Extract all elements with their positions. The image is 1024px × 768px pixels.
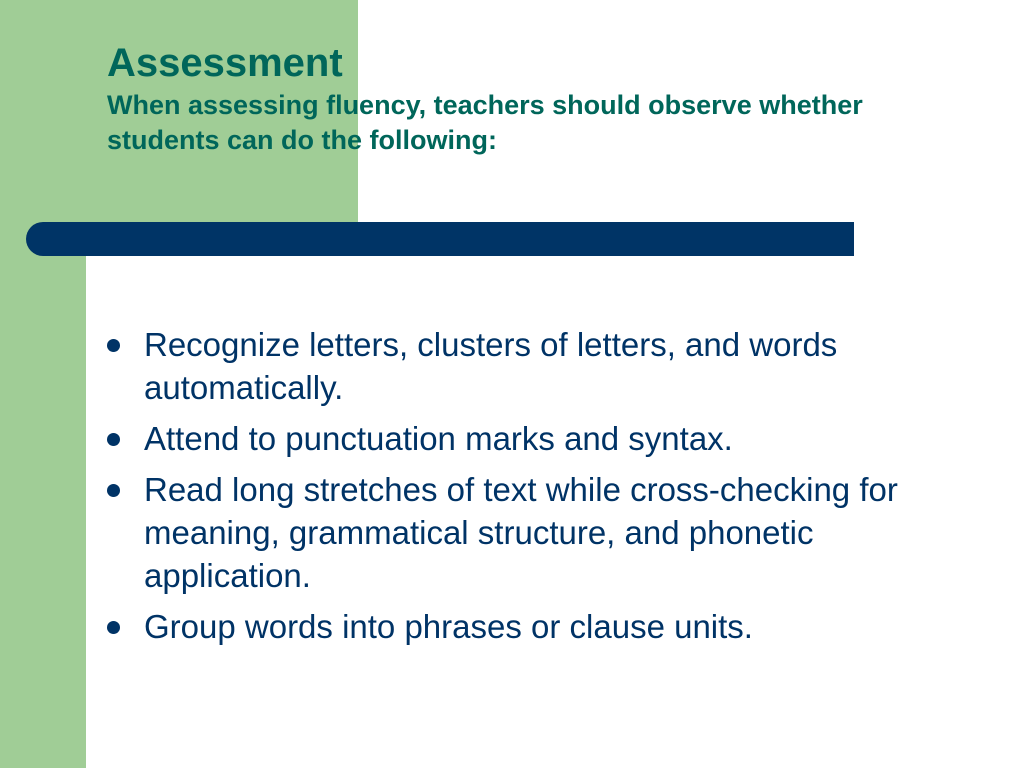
slide-title: Assessment — [107, 41, 343, 85]
bullet-text: Attend to punctuation marks and syntax. — [144, 420, 733, 457]
bullet-text: Recognize letters, clusters of letters, and words automatically. — [144, 326, 838, 406]
bullet-item — [105, 605, 985, 648]
bullet-dot-icon — [107, 433, 120, 446]
bullet-item — [105, 417, 985, 460]
bullet-dot-icon — [107, 339, 120, 352]
slide-subtitle: When assessing fluency, teachers should observe whether students can do the following: — [107, 90, 863, 155]
bullet-item — [105, 323, 985, 409]
bullet-dot-icon — [107, 484, 120, 497]
divider-bar — [26, 222, 854, 256]
bullet-item — [105, 468, 985, 597]
bullet-dot-icon — [107, 621, 120, 634]
bullet-text: Group words into phrases or clause units. — [144, 608, 753, 645]
bullet-text: Read long stretches of text while cross-checking for meaning, grammatical structure, and phonetic application. — [144, 471, 898, 594]
title-area — [107, 40, 967, 158]
left-green-strip — [0, 0, 86, 768]
bullet-list — [105, 323, 985, 656]
